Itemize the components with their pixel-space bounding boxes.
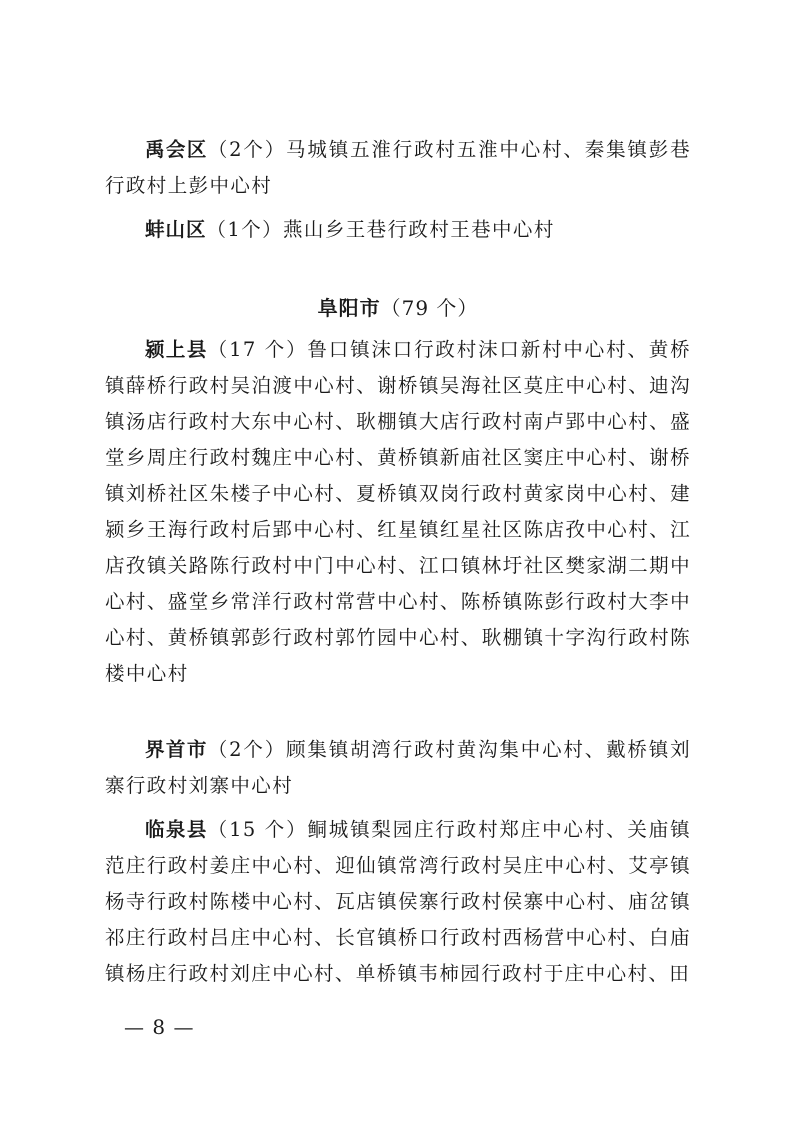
paragraph-text: （2个）顾集镇胡湾行政村黄沟集中心村、戴桥镇刘寨行政村刘寨中心村 xyxy=(105,738,691,797)
paragraph-yuhui xyxy=(105,132,691,204)
district-name: 界首市 xyxy=(145,738,208,761)
district-name: 禹会区 xyxy=(145,138,208,161)
section-heading xyxy=(105,290,691,326)
paragraph-linquan xyxy=(105,812,691,992)
district-name: 蚌山区 xyxy=(145,218,207,241)
city-count: （79 个） xyxy=(380,296,479,320)
paragraph-text: （1个）燕山乡王巷行政村王巷中心村 xyxy=(206,218,555,241)
paragraph-jieshou xyxy=(105,732,691,804)
paragraph-text: （15 个）鲖城镇梨园庄行政村郑庄中心村、关庙镇范庄行政村姜庄中心村、迎仙镇常湾行政村吴庄中心村、艾亭镇杨寺行政村陈楼中心村、瓦店镇侯寨行政村侯寨中心村、庙岔镇祁庄行政村吕庄中心村、长官镇桥口行政村西杨营中心村、白庙镇杨庄行政村刘庄中心村、单桥镇韦柿园行政村于庄中心村、田 xyxy=(105,818,691,985)
page-number: — 8 — xyxy=(124,1015,195,1039)
paragraph-bengshan xyxy=(105,212,691,248)
district-name: 颍上县 xyxy=(145,338,208,361)
paragraph-text: （2个）马城镇五淮行政村五淮中心村、秦集镇彭巷行政村上彭中心村 xyxy=(105,138,691,197)
paragraph-yingshang xyxy=(105,332,691,692)
district-name: 临泉县 xyxy=(145,818,208,841)
city-name: 阜阳市 xyxy=(317,296,381,320)
paragraph-text: （17 个）鲁口镇沫口行政村沫口新村中心村、黄桥镇薛桥行政村吴泊渡中心村、谢桥镇吴海社区莫庄中心村、迪沟镇汤店行政村大东中心村、耿棚镇大店行政村南卢郢中心村、盛堂乡周庄行政村魏庄中心村、黄桥镇新庙社区窦庄中心村、谢桥镇刘桥社区朱楼子中心村、夏桥镇双岗行政村黄家岗中心村、建颍乡王海行政村后郢中心村、红星镇红星社区陈店孜中心村、江店孜镇关路陈行政村中门中心村、江口镇林圩社区樊家湖二期中心村、盛堂乡常洋行政村常营中心村、陈桥镇陈彭行政村大李中心村、黄桥镇郭彭行政村郭竹园中心村、耿棚镇十字沟行政村陈楼中心村 xyxy=(105,338,691,685)
